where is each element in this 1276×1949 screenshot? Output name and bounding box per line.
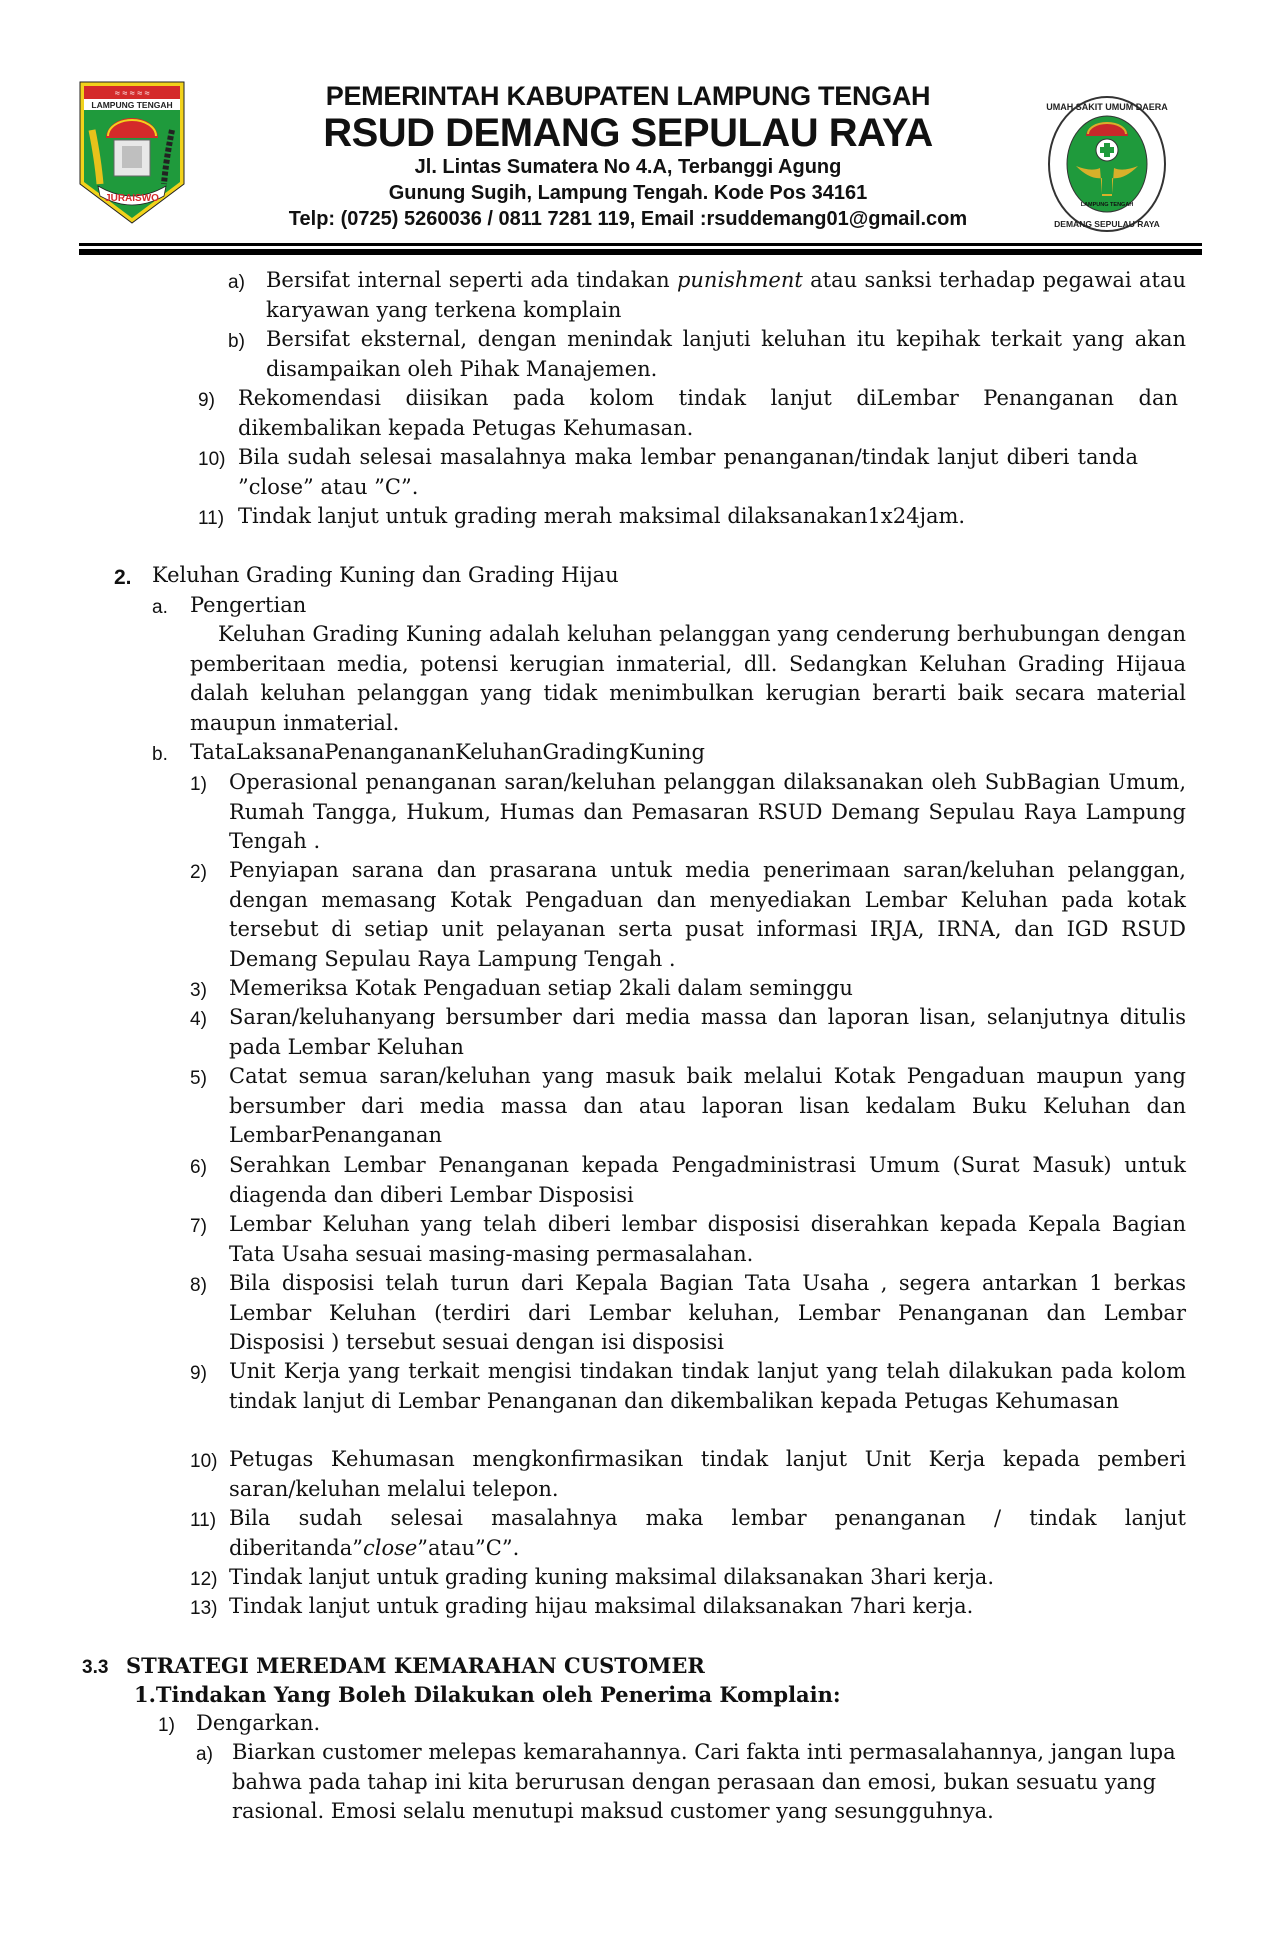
list-marker: 5) — [190, 1068, 207, 1089]
list-item: Bersifat internal seperti ada tindakan punishment atau sanksi terhadap pegawai atau karyawan yang terkena komplain — [266, 268, 1187, 322]
list-marker: b) — [228, 331, 245, 352]
list-item: Bila sudah selesai masalahnya maka lembar penanganan / tindak lanjut diberitanda”close”atau”C”. — [229, 1506, 1186, 1560]
list-item: Penyiapan sarana dan prasarana untuk media penerimaan saran/keluhan pelanggan, dengan memasang Kotak Pengaduan dan menyediakan Lembar Keluhan pada kotak tersebut di setiap unit pelayanan serta pusat informasi IRJA, IRNA, dan IGD RSUD Demang Sepulau Raya Lampung Tengah . — [229, 858, 1186, 971]
svg-text:DEMANG SEPULAU RAYA: DEMANG SEPULAU RAYA — [1054, 219, 1160, 229]
letterhead-divider-thin — [79, 243, 1202, 246]
svg-text:≈ ≈ ≈ ≈ ≈: ≈ ≈ ≈ ≈ ≈ — [114, 88, 150, 98]
svg-text:RUMAH SAKIT UMUM DAERAH: RUMAH SAKIT UMUM DAERAH — [1046, 102, 1168, 112]
list-item: Biarkan customer melepas kemarahannya. Cari fakta inti permasalahannya, jangan lupa bahwa pada tahap ini kita berurusan dengan perasaan dan emosi, bukan sesuatu yang rasional. Emosi selalu menutupi maksud customer yang sesungguhnya. — [232, 1740, 1176, 1823]
svg-text:LAMPUNG TENGAH: LAMPUNG TENGAH — [91, 100, 173, 110]
section-number: 2. — [114, 566, 132, 589]
letterhead-text — [238, 80, 1018, 232]
subsection-title: TataLaksanaPenangananKeluhanGradingKuning — [190, 740, 705, 764]
list-item: Tindak lanjut untuk grading merah maksimal dilaksanakan1x24jam. — [238, 504, 966, 528]
address-line-1: Jl. Lintas Sumatera No 4.A, Terbanggi Agung — [414, 156, 842, 178]
list-item: Bersifat eksternal, dengan menindak lanjuti keluhan itu kepihak terkait yang akan disampaikan oleh Pihak Manajemen. — [266, 327, 1186, 381]
list-marker: 2) — [190, 862, 207, 883]
list-marker: 4) — [190, 1009, 207, 1030]
list-item: Saran/keluhanyang bersumber dari media massa dan laporan lisan, selanjutnya ditulis pada Lembar Keluhan — [229, 1005, 1186, 1059]
list-marker: 9) — [190, 1363, 207, 1384]
list-marker: 6) — [190, 1157, 207, 1178]
list-marker: a) — [228, 272, 245, 293]
list-marker: a) — [196, 1744, 213, 1765]
list-item: Tindak lanjut untuk grading kuning maksimal dilaksanakan 3hari kerja. — [229, 1565, 994, 1589]
lampung-tengah-crest-icon — [78, 80, 186, 225]
rsud-seal-icon — [1046, 94, 1168, 234]
list-marker: 8) — [190, 1275, 207, 1296]
list-marker: 3) — [190, 980, 207, 1001]
definition-paragraph: Keluhan Grading Kuning adalah keluhan pelanggan yang cenderung berhubungan dengan pemberitaan media, potensi kerugian inmaterial, dll. Sedangkan Keluhan Grading Hijaua dalah keluhan pelanggan yang tidak menimbulkan kerugian berarti baik secara material maupun inmaterial. — [190, 622, 1186, 735]
letterhead-divider-thick — [79, 249, 1202, 255]
list-item: Serahkan Lembar Penanganan kepada Pengadministrasi Umum (Surat Masuk) untuk diagenda dan diberi Lembar Disposisi — [229, 1153, 1186, 1207]
government-name: PEMERINTAH KABUPATEN LAMPUNG TENGAH — [325, 81, 931, 111]
list-marker: 1) — [190, 774, 207, 795]
list-marker: 7) — [190, 1216, 207, 1237]
list-item: Petugas Kehumasan mengkonfirmasikan tindak lanjut Unit Kerja kepada pemberi saran/keluhan melalui telepon. — [229, 1447, 1186, 1501]
section-title: STRATEGI MEREDAM KEMARAHAN CUSTOMER — [126, 1653, 705, 1678]
list-item: Tindak lanjut untuk grading hijau maksimal dilaksanakan 7hari kerja. — [229, 1594, 974, 1618]
list-marker: 10) — [198, 449, 226, 470]
list-item: Dengarkan. — [196, 1711, 321, 1735]
list-item: Memeriksa Kotak Pengaduan setiap 2kali dalam seminggu — [229, 976, 853, 1000]
list-item: Bila sudah selesai masalahnya maka lembar penanganan/tindak lanjut diberi tanda ”close” atau ”C”. — [238, 445, 1138, 499]
list-marker: 1) — [158, 1715, 175, 1736]
list-marker: b. — [152, 744, 168, 765]
list-marker: a. — [152, 597, 168, 618]
list-item: Bila disposisi telah turun dari Kepala Bagian Tata Usaha , segera antarkan 1 berkas Lembar Keluhan (terdiri dari Lembar keluhan, Lembar Penanganan dan Lembar Disposisi ) tersebut sesuai dengan isi disposisi — [229, 1271, 1186, 1354]
address-line-2: Gunung Sugih, Lampung Tengah. Kode Pos 34161 — [388, 182, 868, 204]
list-marker: 11) — [190, 1510, 217, 1531]
list-marker: 10) — [190, 1451, 218, 1472]
svg-text:LAMPUNG TENGAH: LAMPUNG TENGAH — [1080, 202, 1134, 208]
list-marker: 11) — [198, 508, 225, 529]
list-item: Lembar Keluhan yang telah diberi lembar disposisi diserahkan kepada Kepala Bagian Tata Usaha sesuai masing-masing permasalahan. — [229, 1212, 1186, 1266]
list-item: Operasional penanganan saran/keluhan pelanggan dilaksanakan oleh SubBagian Umum, Rumah Tangga, Hukum, Humas dan Pemasaran RSUD Demang Sepulau Raya Lampung Tengah . — [229, 770, 1186, 853]
subsection-title: Pengertian — [190, 593, 307, 617]
contact-line: Telp: (0725) 5260036 / 0811 7281 119, Email :rsuddemang01@gmail.com — [288, 208, 968, 230]
section-number: 3.3 — [82, 1657, 109, 1678]
list-marker: 9) — [198, 390, 215, 411]
list-marker: 13) — [190, 1598, 218, 1619]
hospital-name: RSUD DEMANG SEPULAU RAYA — [323, 111, 933, 155]
list-item: Rekomendasi diisikan pada kolom tindak lanjut diLembar Penanganan dan dikembalikan kepada Petugas Kehumasan. — [238, 386, 1178, 440]
section-title: Keluhan Grading Kuning dan Grading Hijau — [152, 563, 619, 587]
list-item: Unit Kerja yang terkait mengisi tindakan tindak lanjut yang telah dilakukan pada kolom tindak lanjut di Lembar Penanganan dan dikembalikan kepada Petugas Kehumasan — [229, 1359, 1186, 1413]
list-item: Catat semua saran/keluhan yang masuk baik melalui Kotak Pengaduan maupun yang bersumber dari media massa dan atau laporan lisan kedalam Buku Keluhan dan LembarPenanganan — [229, 1064, 1186, 1147]
subsection-title: 1.Tindakan Yang Boleh Dilakukan oleh Penerima Komplain: — [134, 1682, 841, 1707]
letterhead — [78, 80, 1198, 250]
list-marker: 12) — [190, 1569, 218, 1590]
svg-text:JURAISWO: JURAISWO — [105, 193, 159, 204]
